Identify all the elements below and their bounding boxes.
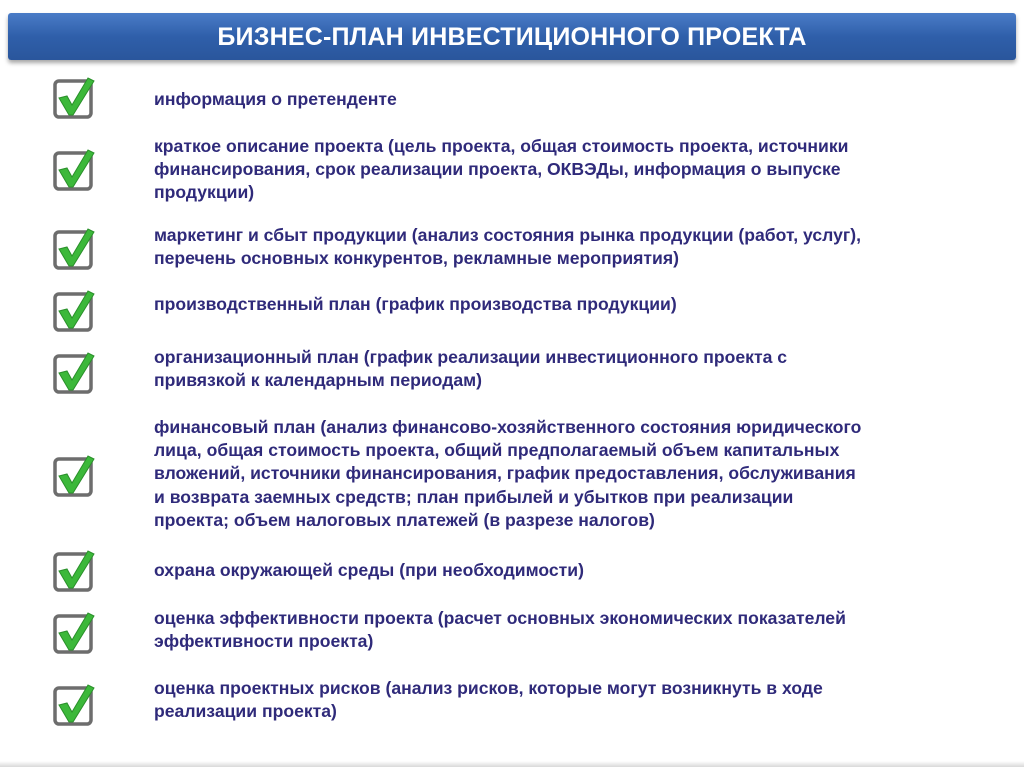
checkmark-checkbox-icon: [53, 226, 95, 272]
list-item-text: краткое описание проекта (цель проекта, общая стоимость проекта, источники финансирования, срок реализации проекта, ОКВЭДы, информация о выпуске продукции): [154, 136, 849, 203]
list-item-text: финансовый план (анализ финансово-хозяйственного состояния юридического лица, общая стоимость проекта, общий предполагаемый объем капитальных вложений, источники финансирования, график предоставления, обслуживания и возврата заемных средств; план прибылей и убытков при реализации проекта; объем налоговых платежей (в разрезе налогов): [154, 417, 862, 530]
list-item-text: маркетинг и сбыт продукции (анализ состояния рынка продукции (работ, услуг), перечень основных конкурентов, рекламные мероприятия): [154, 225, 861, 269]
list-item-text: информация о претенденте: [154, 89, 397, 109]
checkmark-checkbox-icon: [53, 350, 95, 396]
list-item-text: производственный план (график производства продукции): [154, 294, 677, 314]
checkmark-checkbox-icon: [53, 75, 95, 121]
checkmark-checkbox-icon: [53, 548, 95, 594]
checkmark-checkbox-icon: [53, 682, 95, 728]
list-item-text: организационный план (график реализации инвестиционного проекта с привязкой к календарным периодам): [154, 347, 788, 391]
list-item-text: охрана окружающей среды (при необходимости): [154, 560, 584, 580]
page-title: БИЗНЕС-ПЛАН ИНВЕСТИЦИОННОГО ПРОЕКТА: [217, 23, 807, 51]
bottom-divider: [0, 761, 1024, 767]
checkmark-checkbox-icon: [53, 453, 95, 499]
checkmark-checkbox-icon: [53, 147, 95, 193]
checkmark-checkbox-icon: [53, 288, 95, 334]
title-bar: [8, 13, 1016, 60]
checkmark-checkbox-icon: [53, 610, 95, 656]
list-item-text: оценка эффективности проекта (расчет основных экономических показателей эффективности проекта): [154, 608, 846, 652]
list-item-text: оценка проектных рисков (анализ рисков, которые могут возникнуть в ходе реализации проекта): [154, 678, 823, 722]
